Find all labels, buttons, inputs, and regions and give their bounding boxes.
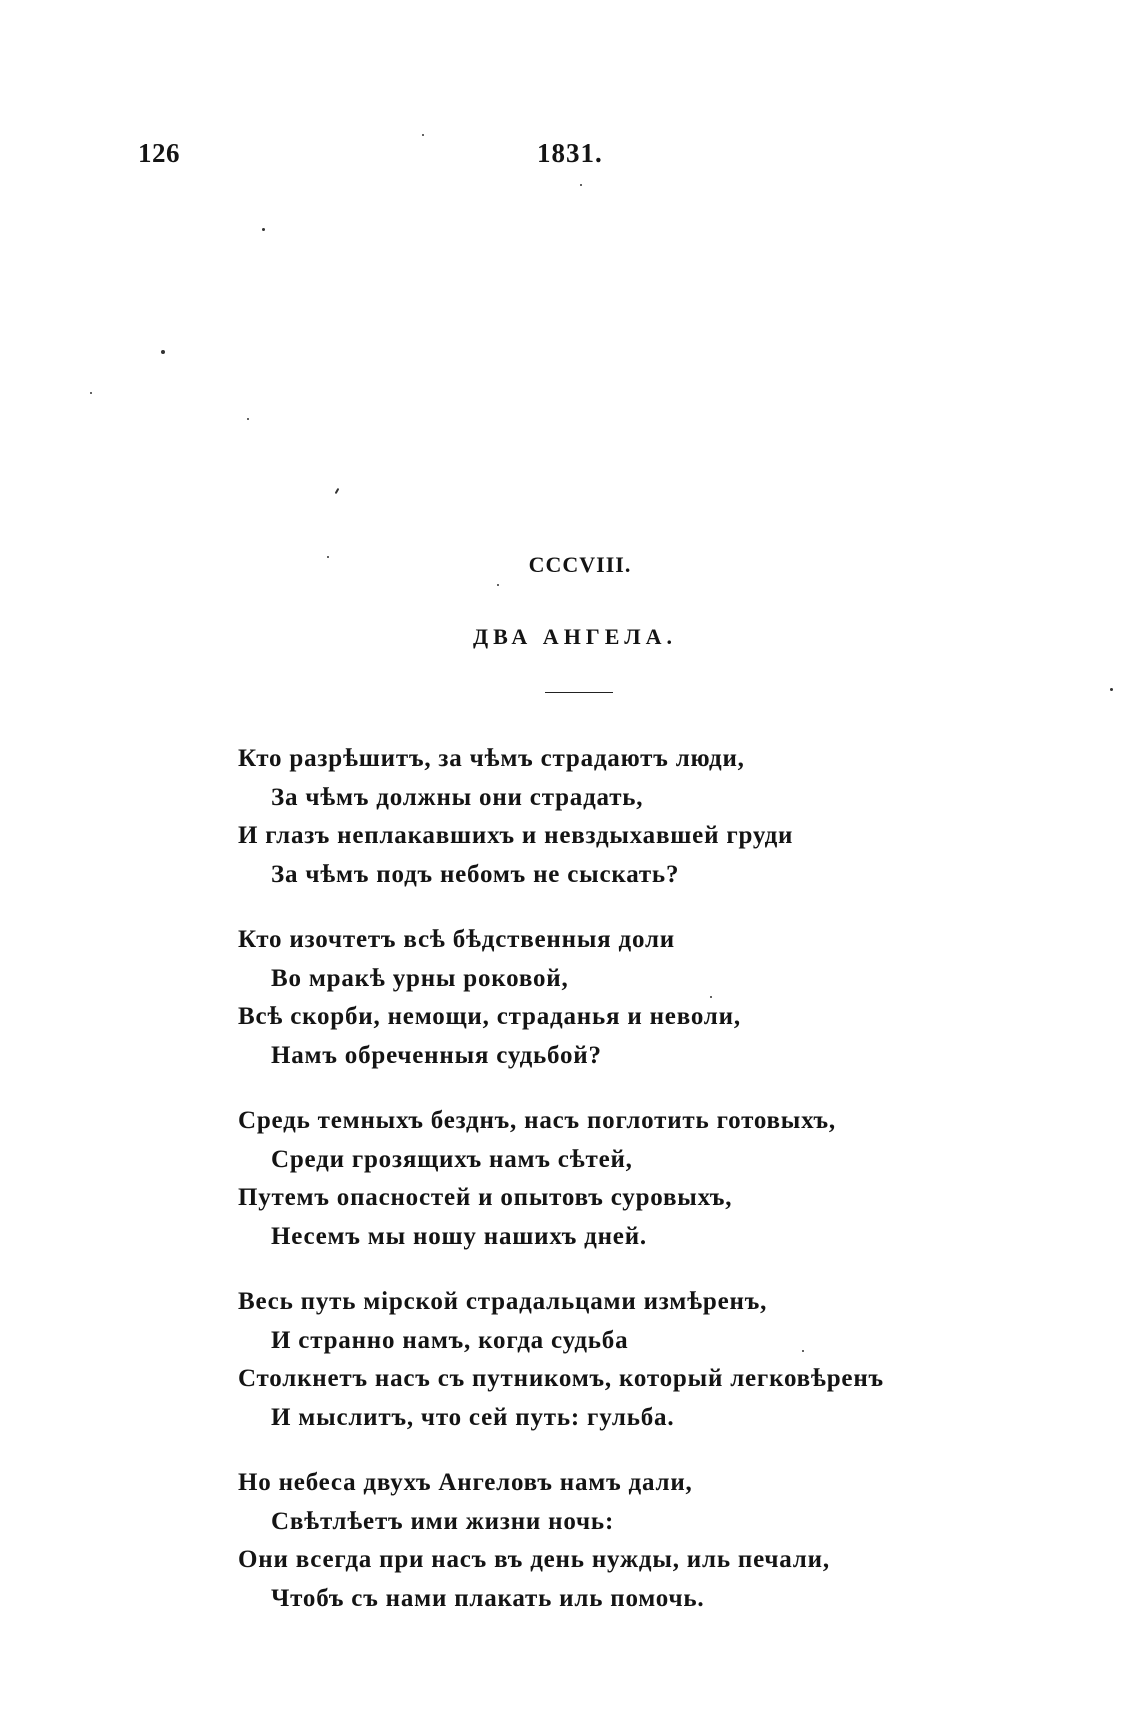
stanza-5	[238, 1464, 1018, 1618]
verse-line: Чтобъ съ нами плакать иль помочь.	[271, 1584, 705, 1612]
verse-line: Весь путь мірской страдальцами измѣренъ,	[238, 1288, 768, 1315]
scan-speck	[247, 418, 249, 420]
verse-line: Путемъ опасностей и опытовъ суровыхъ,	[238, 1184, 733, 1211]
stanza-1	[238, 740, 1018, 894]
stanza-3	[238, 1102, 1018, 1256]
stanza-2	[238, 921, 1018, 1075]
verse-line: И глазъ неплакавшихъ и невздыхавшей груди	[238, 822, 794, 849]
poem-body	[238, 740, 1018, 1645]
verse-line: За чѣмъ должны они страдать,	[271, 783, 644, 811]
poem-number: CCCVIII.	[528, 552, 632, 577]
year-heading: 1831.	[537, 138, 603, 168]
scan-speck	[90, 392, 92, 394]
scan-speck	[1110, 688, 1113, 691]
running-head	[0, 138, 1140, 178]
title-divider	[545, 692, 613, 693]
scan-speck	[335, 488, 340, 494]
verse-line: Всѣ скорби, немощи, страданья и неволи,	[238, 1003, 741, 1030]
verse-line: Они всегда при насъ въ день нужды, иль печали,	[238, 1546, 830, 1573]
verse-line: И странно намъ, когда судьба	[271, 1326, 629, 1354]
scan-speck	[327, 556, 329, 558]
verse-line: Но небеса двухъ Ангеловъ намъ дали,	[238, 1469, 693, 1496]
verse-line: Средь темныхъ безднъ, насъ поглотить готовыхъ,	[238, 1107, 836, 1134]
stanza-4	[238, 1283, 1018, 1437]
verse-line: Свѣтлѣетъ ими жизни ночь:	[271, 1507, 615, 1535]
verse-line: Несемъ мы ношу нашихъ дней.	[271, 1222, 647, 1250]
scan-speck	[580, 184, 582, 186]
verse-line: Кто изочтетъ всѣ бѣдственныя доли	[238, 926, 675, 953]
page-number: 126	[138, 138, 180, 168]
scan-speck	[497, 584, 499, 586]
verse-line: Во мракѣ урны роковой,	[271, 964, 569, 992]
scan-speck	[802, 1350, 804, 1352]
verse-line: Намъ обреченныя судьбой?	[271, 1041, 602, 1069]
verse-line: Среди грозящихъ намъ сѣтей,	[271, 1145, 633, 1173]
scan-speck	[262, 228, 265, 231]
verse-line: За чѣмъ подъ небомъ не сыскать?	[271, 860, 680, 888]
verse-line: Кто разрѣшитъ, за чѣмъ страдаютъ люди,	[238, 745, 745, 772]
scan-speck	[422, 134, 424, 136]
poem-title: ДВА АНГЕЛА.	[473, 624, 677, 649]
verse-line: И мыслитъ, что сей путь: гульба.	[271, 1403, 675, 1431]
scan-speck	[161, 350, 165, 354]
scan-speck	[710, 996, 712, 998]
verse-line: Столкнетъ насъ съ путникомъ, который легковѣренъ	[238, 1365, 884, 1392]
